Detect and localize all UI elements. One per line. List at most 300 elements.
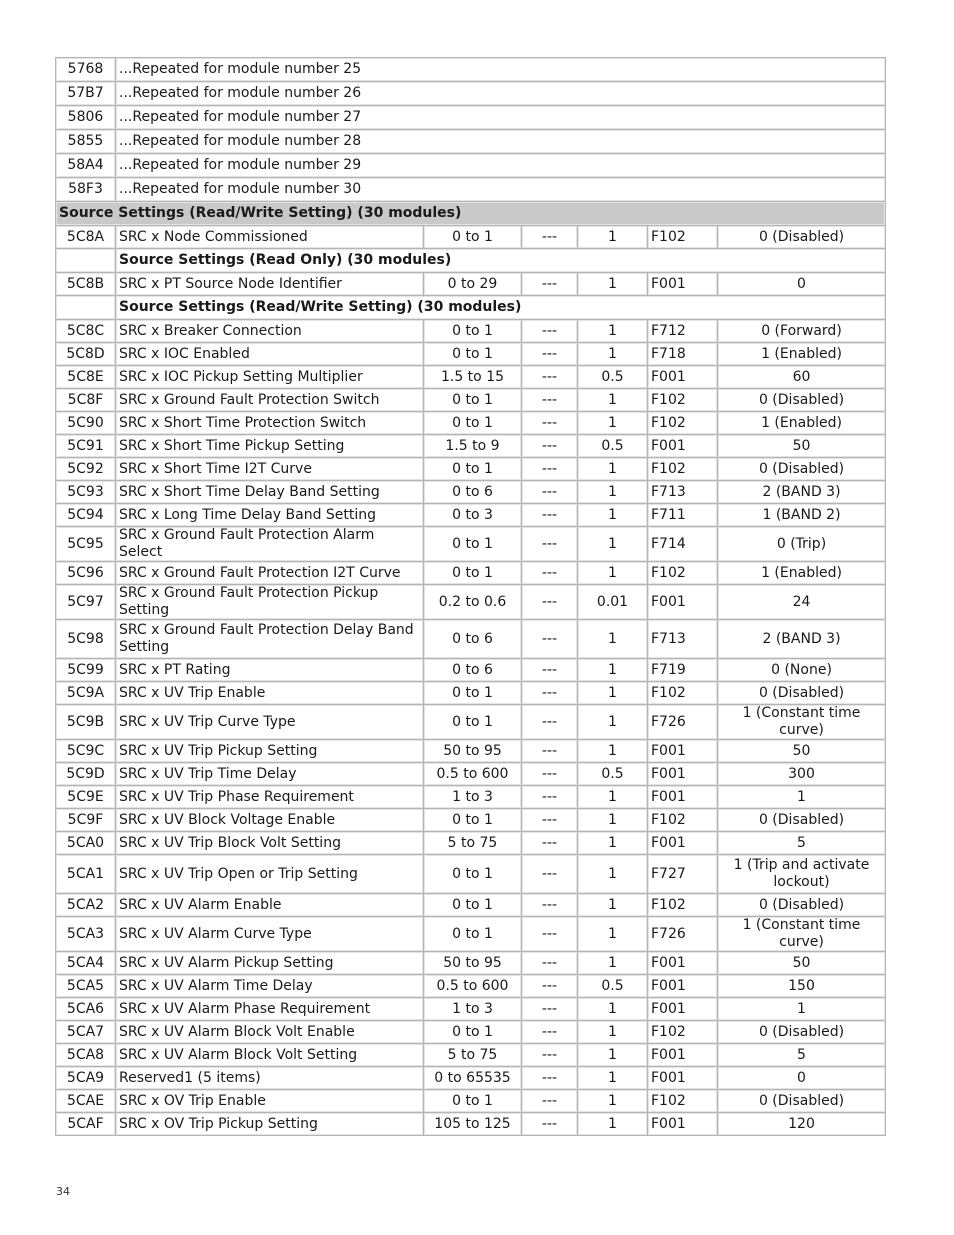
- step-cell: 0.5: [578, 435, 648, 458]
- table-row: [56, 320, 886, 343]
- range-cell: 0 to 6: [424, 620, 522, 659]
- name-cell: SRC x UV Alarm Block Volt Enable: [116, 1021, 424, 1044]
- table-row: [56, 273, 886, 296]
- step-cell: 0.5: [578, 763, 648, 786]
- format-cell: F726: [648, 705, 718, 740]
- table-row: [56, 412, 886, 435]
- address-cell: 5CA8: [56, 1044, 116, 1067]
- default-cell: 2 (BAND 3): [718, 481, 886, 504]
- range-cell: 0 to 6: [424, 481, 522, 504]
- step-cell: 1: [578, 562, 648, 585]
- table-row: [56, 389, 886, 412]
- step-cell: 1: [578, 389, 648, 412]
- range-cell: 50 to 95: [424, 952, 522, 975]
- table-row: [56, 763, 886, 786]
- units-cell: ---: [522, 740, 578, 763]
- default-cell: 0 (Disabled): [718, 1021, 886, 1044]
- default-cell: 1: [718, 998, 886, 1021]
- name-cell: SRC x Short Time I2T Curve: [116, 458, 424, 481]
- range-cell: 0 to 1: [424, 562, 522, 585]
- subsection-title: Source Settings (Read/Write Setting) (30 modules): [116, 296, 886, 320]
- range-cell: 50 to 95: [424, 740, 522, 763]
- format-cell: F102: [648, 1021, 718, 1044]
- name-cell: Reserved1 (5 items): [116, 1067, 424, 1090]
- name-cell: SRC x OV Trip Enable: [116, 1090, 424, 1113]
- units-cell: ---: [522, 343, 578, 366]
- address-cell: 5CA9: [56, 1067, 116, 1090]
- address-cell: 5C8D: [56, 343, 116, 366]
- range-cell: 0 to 1: [424, 389, 522, 412]
- address-cell: 5C93: [56, 481, 116, 504]
- address-cell: 5C8C: [56, 320, 116, 343]
- default-cell: 0 (Disabled): [718, 894, 886, 917]
- format-cell: F001: [648, 740, 718, 763]
- units-cell: ---: [522, 458, 578, 481]
- step-cell: 1: [578, 481, 648, 504]
- default-cell: 1 (Enabled): [718, 562, 886, 585]
- range-cell: 0 to 3: [424, 504, 522, 527]
- range-cell: 0 to 1: [424, 527, 522, 562]
- step-cell: 1: [578, 504, 648, 527]
- name-cell: SRC x PT Source Node Identifier: [116, 273, 424, 296]
- name-cell: SRC x UV Trip Block Volt Setting: [116, 832, 424, 855]
- table-row: [56, 917, 886, 952]
- repeat-row: [56, 154, 886, 178]
- name-cell: SRC x UV Block Voltage Enable: [116, 809, 424, 832]
- step-cell: 1: [578, 809, 648, 832]
- address-cell: 5C8E: [56, 366, 116, 389]
- step-cell: 0.01: [578, 585, 648, 620]
- name-cell: SRC x UV Alarm Enable: [116, 894, 424, 917]
- format-cell: F001: [648, 952, 718, 975]
- name-cell: SRC x UV Alarm Block Volt Setting: [116, 1044, 424, 1067]
- format-cell: F714: [648, 527, 718, 562]
- address-cell: 5CAF: [56, 1113, 116, 1136]
- units-cell: ---: [522, 855, 578, 894]
- section-title: Source Settings (Read/Write Setting) (30 modules): [56, 202, 886, 226]
- format-cell: F102: [648, 894, 718, 917]
- step-cell: 1: [578, 527, 648, 562]
- repeat-text: ...Repeated for module number 28: [116, 130, 886, 154]
- step-cell: 1: [578, 620, 648, 659]
- units-cell: ---: [522, 481, 578, 504]
- format-cell: F001: [648, 1044, 718, 1067]
- address-cell: 5C99: [56, 659, 116, 682]
- units-cell: ---: [522, 1067, 578, 1090]
- range-cell: 0 to 1: [424, 320, 522, 343]
- name-cell: SRC x Ground Fault Protection Delay Band Setting: [116, 620, 424, 659]
- address-cell: 5CA3: [56, 917, 116, 952]
- address-cell: 5C8B: [56, 273, 116, 296]
- default-cell: 1 (Enabled): [718, 412, 886, 435]
- format-cell: F102: [648, 682, 718, 705]
- range-cell: 0 to 1: [424, 226, 522, 249]
- table-row: [56, 740, 886, 763]
- table-row: [56, 481, 886, 504]
- table-row: [56, 809, 886, 832]
- address-cell: 5CA7: [56, 1021, 116, 1044]
- name-cell: SRC x Node Commissioned: [116, 226, 424, 249]
- step-cell: 1: [578, 917, 648, 952]
- default-cell: 50: [718, 435, 886, 458]
- step-cell: 1: [578, 659, 648, 682]
- units-cell: ---: [522, 894, 578, 917]
- table-row: [56, 855, 886, 894]
- range-cell: 1.5 to 9: [424, 435, 522, 458]
- address-cell: 5C8F: [56, 389, 116, 412]
- format-cell: F001: [648, 585, 718, 620]
- range-cell: 0 to 1: [424, 809, 522, 832]
- range-cell: 0 to 1: [424, 705, 522, 740]
- address-cell: 5C9C: [56, 740, 116, 763]
- name-cell: SRC x UV Alarm Phase Requirement: [116, 998, 424, 1021]
- table-row: [56, 562, 886, 585]
- blank-cell: [56, 296, 116, 320]
- table-row: [56, 659, 886, 682]
- units-cell: ---: [522, 585, 578, 620]
- range-cell: 105 to 125: [424, 1113, 522, 1136]
- repeat-text: ...Repeated for module number 29: [116, 154, 886, 178]
- repeat-text: ...Repeated for module number 25: [116, 58, 886, 82]
- address-cell: 5C94: [56, 504, 116, 527]
- name-cell: SRC x UV Trip Enable: [116, 682, 424, 705]
- table-row: [56, 504, 886, 527]
- table-row: [56, 226, 886, 249]
- range-cell: 0 to 1: [424, 1021, 522, 1044]
- default-cell: 300: [718, 763, 886, 786]
- default-cell: 0 (None): [718, 659, 886, 682]
- units-cell: ---: [522, 226, 578, 249]
- step-cell: 0.5: [578, 366, 648, 389]
- name-cell: SRC x Short Time Pickup Setting: [116, 435, 424, 458]
- units-cell: ---: [522, 917, 578, 952]
- name-cell: SRC x UV Trip Pickup Setting: [116, 740, 424, 763]
- step-cell: 1: [578, 998, 648, 1021]
- units-cell: ---: [522, 1044, 578, 1067]
- default-cell: 0 (Forward): [718, 320, 886, 343]
- format-cell: F713: [648, 620, 718, 659]
- default-cell: 1 (Constant time curve): [718, 705, 886, 740]
- table-row: [56, 952, 886, 975]
- format-cell: F102: [648, 458, 718, 481]
- address-cell: 5C9E: [56, 786, 116, 809]
- default-cell: 50: [718, 952, 886, 975]
- units-cell: ---: [522, 504, 578, 527]
- units-cell: ---: [522, 998, 578, 1021]
- units-cell: ---: [522, 389, 578, 412]
- range-cell: 0 to 1: [424, 1090, 522, 1113]
- range-cell: 0 to 1: [424, 855, 522, 894]
- page-number: 34: [56, 1185, 70, 1198]
- units-cell: ---: [522, 620, 578, 659]
- step-cell: 1: [578, 458, 648, 481]
- default-cell: 0 (Disabled): [718, 389, 886, 412]
- step-cell: 1: [578, 894, 648, 917]
- units-cell: ---: [522, 562, 578, 585]
- subsection-header: [56, 249, 886, 273]
- table-row: [56, 832, 886, 855]
- units-cell: ---: [522, 1090, 578, 1113]
- default-cell: 0 (Disabled): [718, 809, 886, 832]
- table-row: [56, 458, 886, 481]
- default-cell: 0 (Disabled): [718, 682, 886, 705]
- step-cell: 1: [578, 1090, 648, 1113]
- name-cell: SRC x Ground Fault Protection Alarm Select: [116, 527, 424, 562]
- address-cell: 58A4: [56, 154, 116, 178]
- default-cell: 0: [718, 273, 886, 296]
- name-cell: SRC x PT Rating: [116, 659, 424, 682]
- name-cell: SRC x IOC Enabled: [116, 343, 424, 366]
- format-cell: F001: [648, 273, 718, 296]
- default-cell: 1 (Enabled): [718, 343, 886, 366]
- name-cell: SRC x UV Alarm Pickup Setting: [116, 952, 424, 975]
- name-cell: SRC x Ground Fault Protection Switch: [116, 389, 424, 412]
- address-cell: 5C9F: [56, 809, 116, 832]
- range-cell: 0 to 1: [424, 682, 522, 705]
- blank-cell: [56, 249, 116, 273]
- format-cell: F001: [648, 975, 718, 998]
- table-row: [56, 1044, 886, 1067]
- address-cell: 5768: [56, 58, 116, 82]
- range-cell: 0 to 29: [424, 273, 522, 296]
- address-cell: 5C96: [56, 562, 116, 585]
- units-cell: ---: [522, 705, 578, 740]
- format-cell: F102: [648, 809, 718, 832]
- address-cell: 5C9D: [56, 763, 116, 786]
- name-cell: SRC x Short Time Protection Switch: [116, 412, 424, 435]
- address-cell: 5C8A: [56, 226, 116, 249]
- repeat-text: ...Repeated for module number 26: [116, 82, 886, 106]
- format-cell: F727: [648, 855, 718, 894]
- name-cell: SRC x UV Alarm Curve Type: [116, 917, 424, 952]
- range-cell: 0.5 to 600: [424, 763, 522, 786]
- units-cell: ---: [522, 832, 578, 855]
- default-cell: 1 (Constant time curve): [718, 917, 886, 952]
- units-cell: ---: [522, 975, 578, 998]
- name-cell: SRC x Ground Fault Protection Pickup Setting: [116, 585, 424, 620]
- units-cell: ---: [522, 952, 578, 975]
- table-row: [56, 1021, 886, 1044]
- format-cell: F001: [648, 832, 718, 855]
- address-cell: 5855: [56, 130, 116, 154]
- table-row: [56, 786, 886, 809]
- range-cell: 1 to 3: [424, 998, 522, 1021]
- address-cell: 5CA2: [56, 894, 116, 917]
- repeat-row: [56, 130, 886, 154]
- step-cell: 1: [578, 855, 648, 894]
- section-header: [56, 202, 886, 226]
- name-cell: SRC x Long Time Delay Band Setting: [116, 504, 424, 527]
- units-cell: ---: [522, 809, 578, 832]
- format-cell: F726: [648, 917, 718, 952]
- format-cell: F001: [648, 435, 718, 458]
- step-cell: 1: [578, 832, 648, 855]
- step-cell: 1: [578, 412, 648, 435]
- step-cell: 1: [578, 786, 648, 809]
- step-cell: 1: [578, 1067, 648, 1090]
- step-cell: 1: [578, 1021, 648, 1044]
- format-cell: F102: [648, 1090, 718, 1113]
- default-cell: 50: [718, 740, 886, 763]
- format-cell: F719: [648, 659, 718, 682]
- name-cell: SRC x UV Trip Phase Requirement: [116, 786, 424, 809]
- units-cell: ---: [522, 659, 578, 682]
- address-cell: 5CA0: [56, 832, 116, 855]
- name-cell: SRC x Short Time Delay Band Setting: [116, 481, 424, 504]
- range-cell: 0 to 1: [424, 458, 522, 481]
- range-cell: 0 to 65535: [424, 1067, 522, 1090]
- format-cell: F718: [648, 343, 718, 366]
- table-row: [56, 1067, 886, 1090]
- units-cell: ---: [522, 1113, 578, 1136]
- default-cell: 120: [718, 1113, 886, 1136]
- step-cell: 1: [578, 682, 648, 705]
- register-map-table: [55, 57, 886, 1136]
- range-cell: 0 to 1: [424, 894, 522, 917]
- step-cell: 0.5: [578, 975, 648, 998]
- units-cell: ---: [522, 320, 578, 343]
- range-cell: 0.2 to 0.6: [424, 585, 522, 620]
- range-cell: 1 to 3: [424, 786, 522, 809]
- default-cell: 0 (Disabled): [718, 458, 886, 481]
- address-cell: 5C9B: [56, 705, 116, 740]
- range-cell: 0 to 6: [424, 659, 522, 682]
- default-cell: 0 (Disabled): [718, 1090, 886, 1113]
- address-cell: 5CA1: [56, 855, 116, 894]
- format-cell: F001: [648, 1113, 718, 1136]
- range-cell: 5 to 75: [424, 832, 522, 855]
- step-cell: 1: [578, 740, 648, 763]
- units-cell: ---: [522, 763, 578, 786]
- table-row: [56, 527, 886, 562]
- address-cell: 5806: [56, 106, 116, 130]
- step-cell: 1: [578, 273, 648, 296]
- units-cell: ---: [522, 527, 578, 562]
- format-cell: F001: [648, 998, 718, 1021]
- address-cell: 5CA6: [56, 998, 116, 1021]
- table-row: [56, 435, 886, 458]
- units-cell: ---: [522, 366, 578, 389]
- address-cell: 5C92: [56, 458, 116, 481]
- default-cell: 0: [718, 1067, 886, 1090]
- name-cell: SRC x OV Trip Pickup Setting: [116, 1113, 424, 1136]
- repeat-text: ...Repeated for module number 30: [116, 178, 886, 202]
- name-cell: SRC x UV Trip Time Delay: [116, 763, 424, 786]
- repeat-row: [56, 82, 886, 106]
- subsection-title: Source Settings (Read Only) (30 modules): [116, 249, 886, 273]
- units-cell: ---: [522, 682, 578, 705]
- range-cell: 1.5 to 15: [424, 366, 522, 389]
- address-cell: 5C95: [56, 527, 116, 562]
- format-cell: F102: [648, 412, 718, 435]
- repeat-row: [56, 106, 886, 130]
- format-cell: F001: [648, 366, 718, 389]
- default-cell: 1 (Trip and activate lockout): [718, 855, 886, 894]
- address-cell: 5CA5: [56, 975, 116, 998]
- table-row: [56, 894, 886, 917]
- format-cell: F001: [648, 1067, 718, 1090]
- table-row: [56, 1090, 886, 1113]
- address-cell: 5CAE: [56, 1090, 116, 1113]
- name-cell: SRC x UV Trip Curve Type: [116, 705, 424, 740]
- step-cell: 1: [578, 1113, 648, 1136]
- repeat-text: ...Repeated for module number 27: [116, 106, 886, 130]
- default-cell: 1 (BAND 2): [718, 504, 886, 527]
- table-row: [56, 1113, 886, 1136]
- default-cell: 0 (Trip): [718, 527, 886, 562]
- subsection-header: [56, 296, 886, 320]
- default-cell: 5: [718, 832, 886, 855]
- address-cell: 5C9A: [56, 682, 116, 705]
- units-cell: ---: [522, 435, 578, 458]
- range-cell: 0 to 1: [424, 917, 522, 952]
- step-cell: 1: [578, 320, 648, 343]
- format-cell: F711: [648, 504, 718, 527]
- format-cell: F001: [648, 786, 718, 809]
- address-cell: 5C97: [56, 585, 116, 620]
- address-cell: 57B7: [56, 82, 116, 106]
- address-cell: 58F3: [56, 178, 116, 202]
- table-row: [56, 998, 886, 1021]
- step-cell: 1: [578, 1044, 648, 1067]
- units-cell: ---: [522, 273, 578, 296]
- step-cell: 1: [578, 952, 648, 975]
- address-cell: 5C98: [56, 620, 116, 659]
- default-cell: 24: [718, 585, 886, 620]
- name-cell: SRC x UV Trip Open or Trip Setting: [116, 855, 424, 894]
- default-cell: 1: [718, 786, 886, 809]
- address-cell: 5C91: [56, 435, 116, 458]
- address-cell: 5CA4: [56, 952, 116, 975]
- format-cell: F102: [648, 226, 718, 249]
- name-cell: SRC x UV Alarm Time Delay: [116, 975, 424, 998]
- format-cell: F102: [648, 389, 718, 412]
- step-cell: 1: [578, 705, 648, 740]
- range-cell: 0 to 1: [424, 343, 522, 366]
- name-cell: SRC x Ground Fault Protection I2T Curve: [116, 562, 424, 585]
- step-cell: 1: [578, 226, 648, 249]
- range-cell: 0 to 1: [424, 412, 522, 435]
- name-cell: SRC x IOC Pickup Setting Multiplier: [116, 366, 424, 389]
- units-cell: ---: [522, 412, 578, 435]
- table-row: [56, 343, 886, 366]
- table-row: [56, 620, 886, 659]
- format-cell: F713: [648, 481, 718, 504]
- repeat-row: [56, 58, 886, 82]
- table-row: [56, 682, 886, 705]
- address-cell: 5C90: [56, 412, 116, 435]
- table-row: [56, 585, 886, 620]
- default-cell: 2 (BAND 3): [718, 620, 886, 659]
- format-cell: F001: [648, 763, 718, 786]
- table-row: [56, 705, 886, 740]
- name-cell: SRC x Breaker Connection: [116, 320, 424, 343]
- repeat-row: [56, 178, 886, 202]
- table-row: [56, 366, 886, 389]
- table-row: [56, 975, 886, 998]
- default-cell: 150: [718, 975, 886, 998]
- default-cell: 5: [718, 1044, 886, 1067]
- default-cell: 60: [718, 366, 886, 389]
- units-cell: ---: [522, 1021, 578, 1044]
- format-cell: F102: [648, 562, 718, 585]
- default-cell: 0 (Disabled): [718, 226, 886, 249]
- range-cell: 0.5 to 600: [424, 975, 522, 998]
- format-cell: F712: [648, 320, 718, 343]
- range-cell: 5 to 75: [424, 1044, 522, 1067]
- step-cell: 1: [578, 343, 648, 366]
- units-cell: ---: [522, 786, 578, 809]
